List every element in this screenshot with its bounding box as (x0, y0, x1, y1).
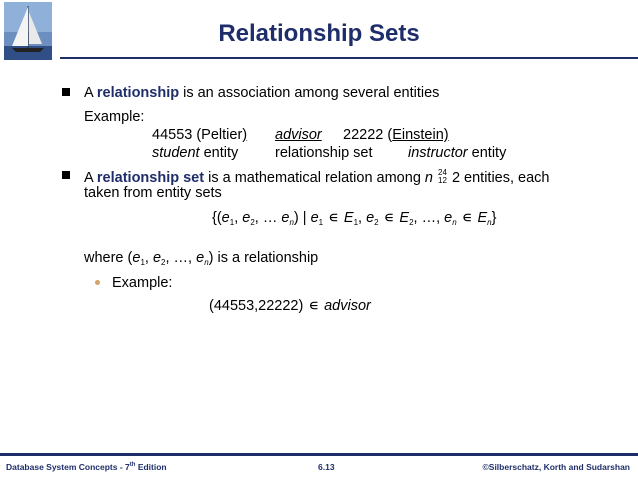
text-fragment: Edition (135, 462, 167, 472)
text-fragment: e (281, 210, 290, 226)
example-label: Example: (84, 109, 145, 125)
membership-symbol-icon: ∈ (329, 213, 338, 224)
text-fragment: 1 (353, 218, 359, 227)
text-fragment: 1 (140, 258, 145, 267)
text-fragment: Database System Concepts - 7 (6, 462, 130, 472)
title-divider (60, 57, 638, 59)
text-fragment: 2 (161, 258, 166, 267)
footer-copyright: ©Silberschatz, Korth and Sudarshan (482, 462, 630, 472)
text-fragment: } (491, 210, 497, 226)
text-fragment: n (204, 258, 209, 267)
text-fragment: th (129, 462, 136, 469)
text-fragment: e (310, 210, 319, 226)
text-fragment: Einstein) (392, 127, 449, 143)
text-fragment: 44553 (Peltier (152, 127, 243, 143)
text-fragment: 2 (250, 218, 255, 227)
text-fragment: 24 (438, 168, 447, 177)
bullet-relationship-definition (84, 86, 439, 101)
bullet-marker (62, 88, 70, 96)
term-relationship-set: relationship set (96, 170, 205, 186)
text-fragment: e (152, 250, 162, 266)
bullet-relationship-set-definition (84, 169, 550, 186)
example-relationship-name: advisor (275, 127, 322, 143)
text-fragment: (44553,22222) (209, 298, 304, 314)
membership-symbol-icon: ∈ (384, 213, 394, 224)
text-fragment: student (152, 145, 200, 161)
text-fragment: ) is a relationship (208, 250, 319, 266)
set-formula: {($e_1$, $e_2$, … $e_n$) | $e_1$ ∈ $E_1$, $e_2$ ∈ $E_2$, …, $e_n$ ∈ $E_n$} (212, 210, 497, 227)
sub-bullet-marker (95, 280, 100, 285)
text-fragment: e (242, 210, 251, 226)
text-fragment: is an association among several entities (179, 85, 440, 101)
page-title: Relationship Sets (218, 20, 420, 47)
text-fragment: advisor (324, 298, 371, 314)
example-instance-right (343, 128, 449, 143)
example-caption-instructor (408, 146, 506, 161)
text-fragment: E (477, 210, 488, 226)
membership-symbol-icon: ∈ (309, 301, 319, 312)
text-fragment: e (444, 210, 453, 226)
text-fragment: 1 (318, 218, 324, 227)
text-fragment: n (424, 170, 433, 186)
text-fragment: ) (242, 127, 248, 143)
text-fragment: e (196, 250, 205, 266)
text-fragment: 2 (374, 218, 379, 227)
text-fragment: entity (199, 145, 239, 161)
term-relationship: relationship (96, 85, 180, 101)
text-fragment: 2 (409, 218, 414, 227)
text-fragment: n (487, 218, 492, 227)
footer-divider (0, 453, 638, 456)
text-fragment: , …, (413, 210, 445, 226)
text-fragment: 12 (438, 176, 447, 185)
bullet-continuation: taken from entity sets (84, 185, 222, 201)
text-fragment: e (366, 210, 375, 226)
text-fragment: e (132, 250, 141, 266)
text-fragment: E (343, 210, 354, 226)
text-fragment: n (452, 218, 457, 227)
sub-example-label: Example: (112, 275, 173, 291)
text-fragment: 1 (229, 218, 235, 227)
text-fragment: {( (212, 210, 222, 226)
membership-symbol-icon: ∈ (462, 213, 472, 224)
footer-page-number: 6.13 (318, 462, 335, 472)
text-fragment: entity (467, 145, 507, 161)
bullet-marker (62, 171, 70, 179)
text-fragment: e (221, 210, 230, 226)
example-tuple (209, 299, 371, 314)
example-caption-relset: relationship set (275, 145, 373, 161)
where-clause: where ($e_1$, $e_2$, …, $e_n$) is a relationship (84, 250, 319, 267)
text-fragment: A (84, 170, 97, 186)
text-fragment: , … (254, 210, 282, 226)
text-fragment: , …, (165, 250, 197, 266)
text-fragment: ) | (293, 210, 311, 226)
text-fragment: E (399, 210, 410, 226)
garbled-symbol (438, 169, 447, 185)
text-fragment: 22222 ( (343, 127, 393, 143)
text-fragment: 2 entities, each (447, 170, 550, 186)
text-fragment: instructor (408, 145, 468, 161)
example-instance-left (152, 128, 247, 143)
text-fragment: n (289, 218, 294, 227)
text-fragment: A (84, 85, 97, 101)
footer-left (6, 462, 167, 472)
example-caption-student (152, 146, 238, 161)
text-fragment: is a mathematical relation among (204, 170, 425, 186)
text-fragment: where ( (84, 250, 133, 266)
